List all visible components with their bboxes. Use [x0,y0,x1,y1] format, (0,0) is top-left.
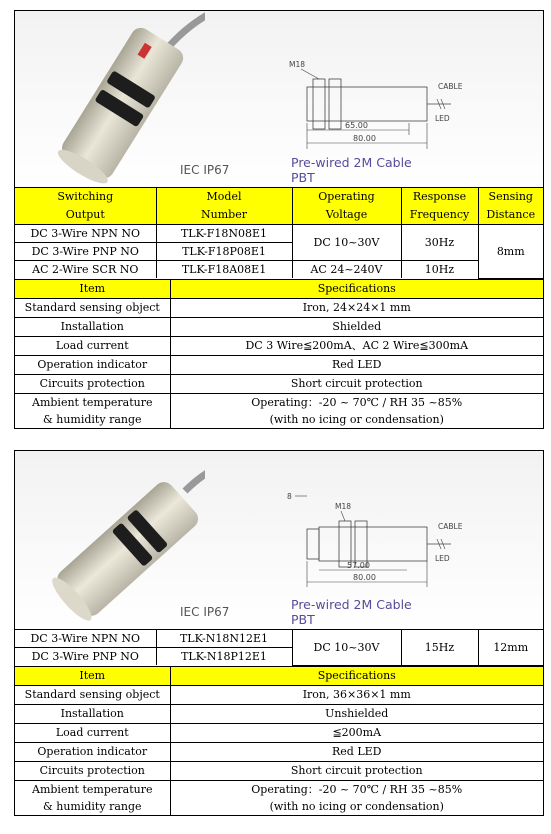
table-row [15,317,543,336]
spec-value: Short circuit protection [170,374,543,393]
cable-note-line2: PBT [291,170,315,185]
table-row [15,780,543,815]
thread-label: M18 [335,502,352,511]
table-row [15,630,543,648]
table-row [15,704,543,723]
cable-note-line1: Pre-wired 2M Cable [291,597,412,612]
col-model-number: Model Number [156,188,292,225]
output-cell: DC 3-Wire NPN NO [15,225,156,243]
spec-table [15,666,543,815]
table-row [15,336,543,355]
spec-table-header [15,666,543,685]
spec-value: Iron, 36×36×1 mm [170,685,543,704]
col-sensing-distance: Sensing Distance [478,188,543,225]
table-row [15,742,543,761]
spec-value: Shielded [170,317,543,336]
col-operating-voltage: Operating Voltage [292,188,401,225]
model-cell: TLK-F18P08E1 [156,243,292,261]
thread-label: M18 [289,60,306,69]
table-row [15,298,543,317]
dimension-drawing [283,469,483,589]
product-section-unshielded [14,450,544,816]
cable-note [291,155,412,185]
distance-cell: 12mm [478,630,543,665]
dim-outer: 80.00 [353,134,376,143]
spec-value: DC 3 Wire≦200mA、AC 2 Wire≦300mA [170,336,543,355]
spec-col-item: Item [15,279,170,298]
model-table [15,188,543,279]
spec-item: Load current [15,336,170,355]
product-section-shielded [14,10,544,429]
led-label: LED [435,554,450,563]
frequency-cell: 10Hz [401,261,478,279]
spec-item: Operation indicator [15,355,170,374]
output-cell: DC 3-Wire PNP NO [15,648,156,666]
spec-value: Iron, 24×24×1 mm [170,298,543,317]
table-row [15,261,543,279]
model-table-header [15,188,543,225]
spec-table-header [15,279,543,298]
table-row [15,685,543,704]
spec-value: Red LED [170,355,543,374]
sensor-photo [15,11,205,187]
spec-item: Circuits protection [15,374,170,393]
dimension-drawing [283,31,483,151]
spec-item: Load current [15,723,170,742]
spec-value: Red LED [170,742,543,761]
table-row [15,355,543,374]
spec-item: Installation [15,704,170,723]
cable-label: CABLE [438,522,463,531]
model-cell: TLK-N18N12E1 [156,630,292,648]
output-cell: DC 3-Wire PNP NO [15,243,156,261]
table-row [15,723,543,742]
distance-cell: 8mm [478,225,543,279]
spec-value: ≦200mA [170,723,543,742]
spec-value-ambient: Operating：-20 ~ 70℃ / RH 35 ~85% (with no icing or condensation) [170,780,543,815]
spec-value-ambient: Operating：-20 ~ 70℃ / RH 35 ~85% (with no icing or condensation) [170,393,543,428]
dim-outer: 80.00 [353,573,376,582]
product-figure [15,11,543,188]
spec-value: Unshielded [170,704,543,723]
frequency-cell: 15Hz [401,630,478,665]
output-cell: AC 2-Wire SCR NO [15,261,156,279]
model-table [15,630,543,666]
spec-item: Installation [15,317,170,336]
cable-note-line2: PBT [291,612,315,627]
spec-item-ambient: Ambient temperature & humidity range [15,393,170,428]
spec-col-item: Item [15,666,170,685]
spec-value: Short circuit protection [170,761,543,780]
voltage-cell: AC 24~240V [292,261,401,279]
ip-rating: IEC IP67 [180,605,230,619]
frequency-cell: 30Hz [401,225,478,261]
table-row [15,761,543,780]
spec-item: Operation indicator [15,742,170,761]
dim-inner: 57.00 [347,561,370,570]
table-row [15,393,543,428]
model-cell: TLK-N18P12E1 [156,648,292,666]
voltage-cell: DC 10~30V [292,225,401,261]
spec-col-specifications: Specifications [170,666,543,685]
table-row [15,374,543,393]
col-switching-output: Switching Output [15,188,156,225]
product-figure [15,451,543,630]
cable-note-line1: Pre-wired 2M Cable [291,155,412,170]
spec-item: Standard sensing object [15,685,170,704]
model-cell: TLK-F18A08E1 [156,261,292,279]
output-cell: DC 3-Wire NPN NO [15,630,156,648]
cable-note [291,597,412,627]
spec-item-ambient: Ambient temperature & humidity range [15,780,170,815]
cable-label: CABLE [438,82,463,91]
dim-inner: 65.00 [345,121,368,130]
model-cell: TLK-F18N08E1 [156,225,292,243]
col-response-frequency: Response Frequency [401,188,478,225]
spec-item: Circuits protection [15,761,170,780]
ip-rating: IEC IP67 [180,163,230,177]
spec-col-specifications: Specifications [170,279,543,298]
sensor-photo [15,451,205,629]
table-row [15,225,543,243]
spec-table [15,279,543,428]
spec-item: Standard sensing object [15,298,170,317]
voltage-cell: DC 10~30V [292,630,401,665]
dim-small: 8 [287,492,292,501]
led-label: LED [435,114,450,123]
